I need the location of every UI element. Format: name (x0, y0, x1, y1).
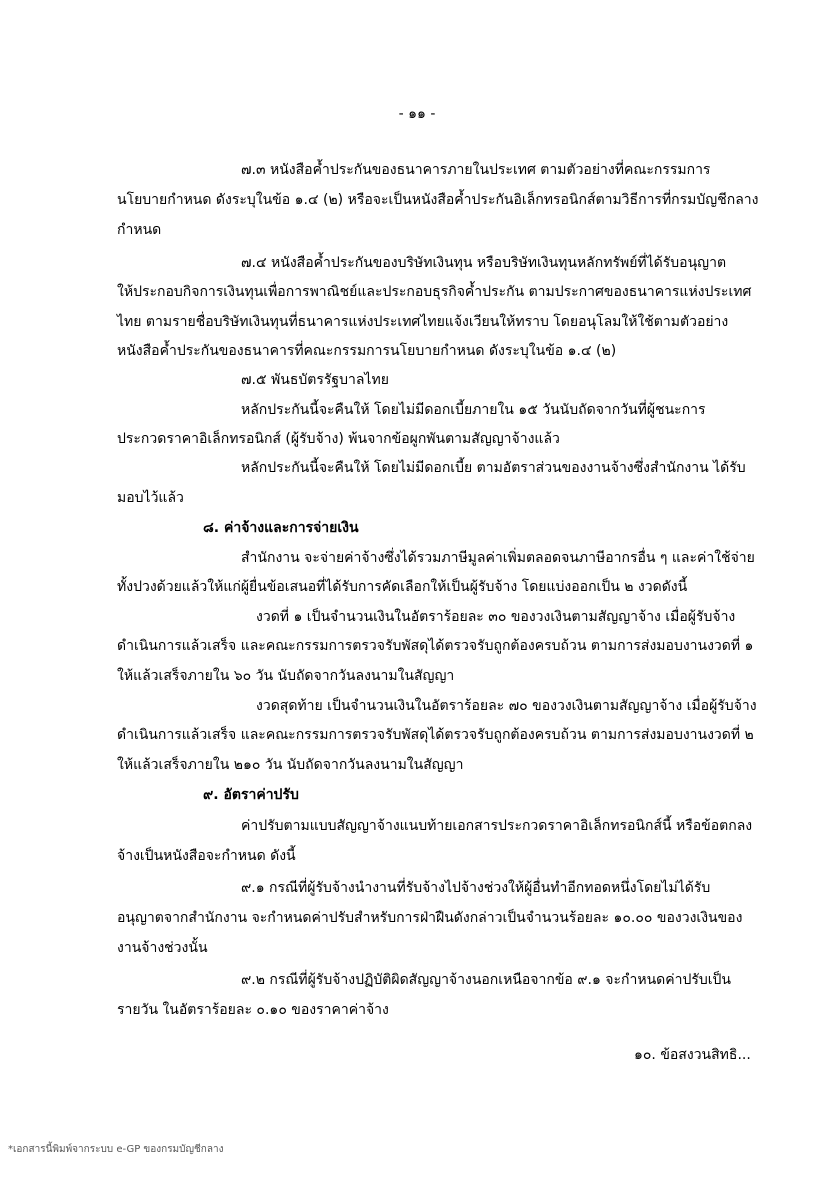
clause-7-4-line-4: หนังสือค้ำประกันของธนาคารที่คณะกรรมการนโยบายกำหนด ดังระบุในข้อ ๑.๔ (๒) (117, 343, 617, 359)
clause-7-3-line-1: ๗.๓ หนังสือค้ำประกันของธนาคารภายในประเทศ ตามตัวอย่างที่คณะกรรมการ (241, 162, 711, 178)
clause-9-1-line-1: ๙.๑ กรณีที่ผู้รับจ้างนำงานที่รับจ้างไปจ้างช่วงให้ผู้อื่นทำอีกทอดหนึ่งโดยไม่ได้รับ (241, 880, 711, 896)
footer-note: *เอกสารนี้พิมพ์จากระบบ e-GP ของกรมบัญชีกลาง (8, 1144, 224, 1155)
clause-7-4-line-2: ให้ประกอบกิจการเงินทุนเพื่อการพาณิชย์และประกอบธุรกิจค้ำประกัน ตามประกาศของธนาคารแห่งประเทศ (117, 284, 752, 300)
installment-1-line-3: ให้แล้วเสร็จภายใน ๖๐ วัน นับถัดจากวันลงนามในสัญญา (117, 668, 455, 684)
section-9-heading: ๙. อัตราค่าปรับ (203, 787, 299, 803)
section-8-heading: ๘. ค่าจ้างและการจ่ายเงิน (203, 520, 359, 536)
page-number: - ๑๑ - (398, 106, 436, 122)
guarantee-return-line-4: มอบไว้แล้ว (117, 490, 184, 506)
clause-7-4-line-3: ไทย ตามรายชื่อบริษัทเงินทุนที่ธนาคารแห่งประเทศไทยแจ้งเวียนให้ทราบ โดยอนุโลมให้ใช้ตามตัวอย่าง (117, 314, 729, 330)
clause-7-3-line-2: นโยบายกำหนด ดังระบุในข้อ ๑.๔ (๒) หรือจะเป็นหนังสือค้ำประกันอิเล็กทรอนิกส์ตามวิธีการที่กรมบัญชีกลาง (117, 192, 759, 208)
clause-9-2-line-2: รายวัน ในอัตราร้อยละ ๐.๑๐ ของราคาค่าจ้าง (117, 1002, 389, 1018)
continuation-note: ๑๐. ข้อสงวนสิทธิ... (634, 1047, 751, 1063)
clause-7-5-line-1: ๗.๕ พันธบัตรรัฐบาลไทย (241, 372, 389, 388)
guarantee-return-line-2: ประกวดราคาอิเล็กทรอนิกส์ (ผู้รับจ้าง) พ้นจากข้อผูกพันตามสัญญาจ้างแล้ว (117, 431, 560, 447)
clause-7-3-line-3: กำหนด (117, 222, 162, 238)
installment-final-line-1: งวดสุดท้าย เป็นจำนวนเงินในอัตราร้อยละ ๗๐ ของวงเงินตามสัญญาจ้าง เมื่อผู้รับจ้าง (256, 698, 757, 714)
clause-9-1-line-3: งานจ้างช่วงนั้น (117, 940, 208, 956)
section-8-line-2: ทั้งปวงด้วยแล้วให้แก่ผู้ยื่นข้อเสนอที่ได้รับการคัดเลือกให้เป็นผู้รับจ้าง โดยแบ่งออกเป็น ๒ งวดดังนี้ (117, 579, 688, 595)
section-8-line-1: สำนักงาน จะจ่ายค่าจ้างซึ่งได้รวมภาษีมูลค่าเพิ่มตลอดจนภาษีอากรอื่น ๆ และค่าใช้จ่าย (241, 550, 755, 566)
section-9-line-2: จ้างเป็นหนังสือจะกำหนด ดังนี้ (117, 848, 296, 864)
guarantee-return-line-1: หลักประกันนี้จะคืนให้ โดยไม่มีดอกเบี้ยภายใน ๑๕ วันนับถัดจากวันที่ผู้ชนะการ (241, 402, 706, 418)
clause-9-2-line-1: ๙.๒ กรณีที่ผู้รับจ้างปฏิบัติผิดสัญญาจ้างนอกเหนือจากข้อ ๙.๑ จะกำหนดค่าปรับเป็น (241, 972, 731, 988)
installment-1-line-1: งวดที่ ๑ เป็นจำนวนเงินในอัตราร้อยละ ๓๐ ของวงเงินตามสัญญาจ้าง เมื่อผู้รับจ้าง (256, 609, 736, 625)
installment-final-line-2: ดำเนินการแล้วเสร็จ และคณะกรรมการตรวจรับพัสดุได้ตรวจรับถูกต้องครบถ้วน ตามการส่งมอบงานงวดที่ ๒ (117, 727, 754, 743)
section-9-line-1: ค่าปรับตามแบบสัญญาจ้างแนบท้ายเอกสารประกวดราคาอิเล็กทรอนิกส์นี้ หรือข้อตกลง (241, 818, 753, 834)
clause-7-4-line-1: ๗.๔ หนังสือค้ำประกันของบริษัทเงินทุน หรือบริษัทเงินทุนหลักทรัพย์ที่ได้รับอนุญาต (241, 255, 727, 271)
guarantee-return-line-3: หลักประกันนี้จะคืนให้ โดยไม่มีดอกเบี้ย ตามอัตราส่วนของงานจ้างซึ่งสำนักงาน ได้รับ (241, 460, 746, 476)
installment-1-line-2: ดำเนินการแล้วเสร็จ และคณะกรรมการตรวจรับพัสดุได้ตรวจรับถูกต้องครบถ้วน ตามการส่งมอบงานงวดที่ ๑ (117, 638, 754, 654)
clause-9-1-line-2: อนุญาตจากสำนักงาน จะกำหนดค่าปรับสำหรับการฝ่าฝืนดังกล่าวเป็นจำนวนร้อยละ ๑๐.๐๐ ของวงเงินของ (117, 910, 743, 926)
installment-final-line-3: ให้แล้วเสร็จภายใน ๒๑๐ วัน นับถัดจากวันลงนามในสัญญา (117, 757, 464, 773)
